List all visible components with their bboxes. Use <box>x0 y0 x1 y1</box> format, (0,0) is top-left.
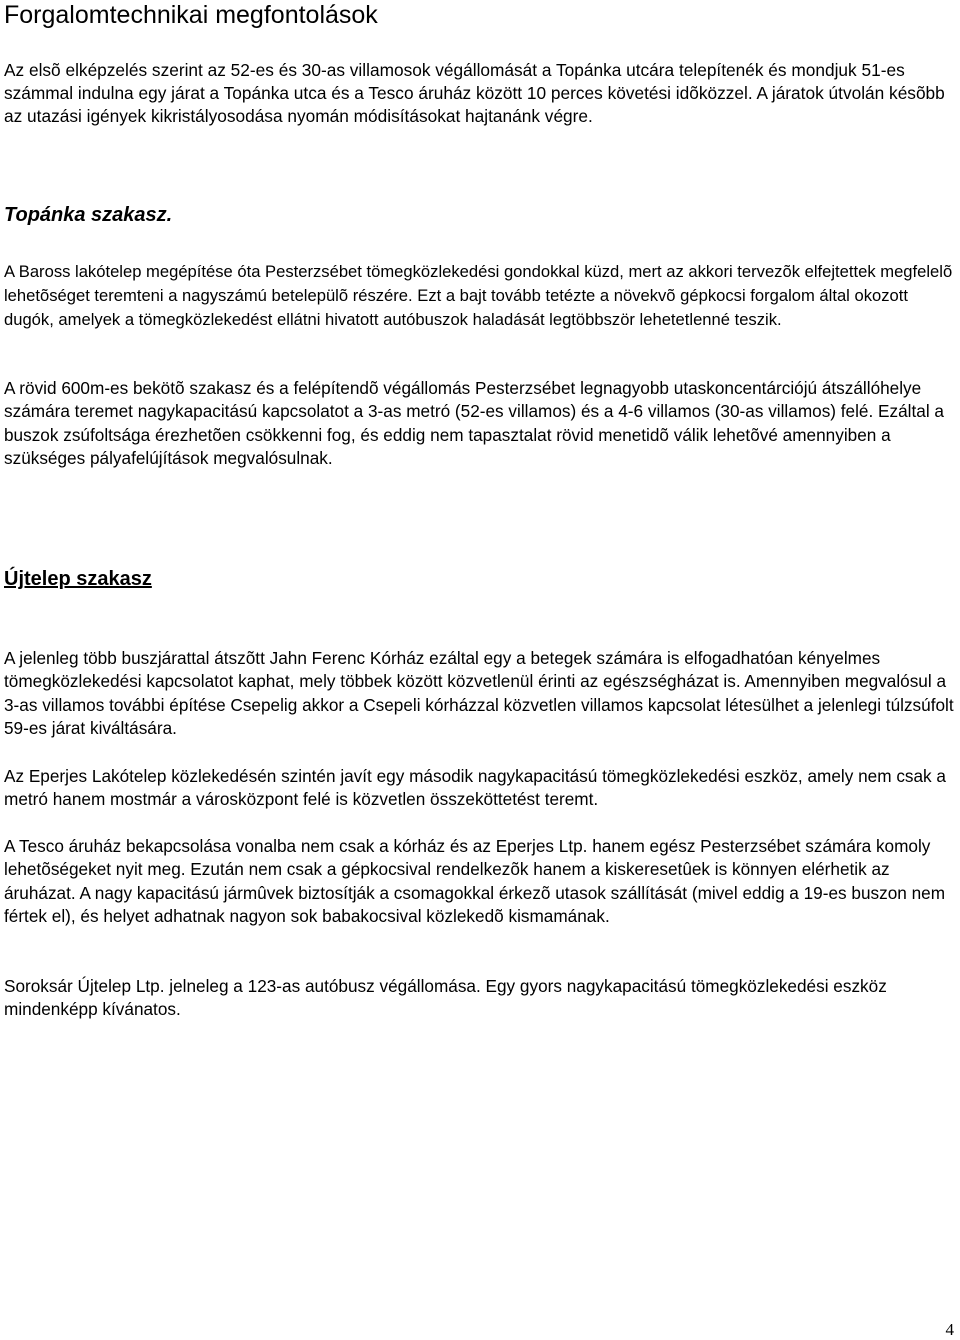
ujtelep-paragraph-1: A jelenleg több buszjárattal átszõtt Jahn Ferenc Kórház ezáltal egy a betegek számára is elfogadhatóan kényelmes tömegközlekedési kapcsolatot kaphat, mely többek között közvetlenül érinti az egészségházat is. Amennyiben megvalósul a 3-as villamos további építése Csepelig akkor a Csepeli kórházzal közvetlen villamos kapcsolat létesülhet a jelenlegi túlzsúfolt 59-es járat kiváltására. <box>4 648 954 739</box>
ujtelep-paragraph-4: Soroksár Újtelep Ltp. jelneleg a 123-as autóbusz végállomása. Egy gyors nagykapacitású tömegközlekedési eszköz mindenképp kívánatos. <box>4 976 887 1020</box>
ujtelep-paragraph-3: A Tesco áruház bekapcsolása vonalba nem csak a kórház és az Eperjes Ltp. hanem egész Pesterzsébet számára komoly lehetõségeket nyit meg. Ezután nem csak a gépkocsival rendelkezõk hanem a kiskeresetûek is könnyen elérhetik az áruházat. A nagy kapacitású jármûvek biztosítják a csomagokkal érkezõ utasok szállítását (mivel eddig a 19-es buszon nem fértek el), és helyet adhatnak nagyon sok babakocsival közlekedõ kismamának. <box>4 836 946 927</box>
section-heading-ujtelep: Újtelep szakasz <box>4 568 152 590</box>
topanka-paragraph-2: A rövid 600m-es bekötõ szakasz és a felépítendõ végállomás Pesterzsébet legnagyobb utaskoncentárciójú átszállóhelye számára teremet nagykapacitású kapcsolatot a 3-as metró (52-es villamos) és a 4-6 villamos (30-as villamos) felé. Ezáltal a buszok zsúfoltsága érezhetõen csökkenni fog, és eddig nem tapasztalat rövid menetidõ válik lehetõvé amennyiben a szükséges pályafelújítások megvalósulnak. <box>4 378 944 469</box>
intro-paragraph: Az elsõ elképzelés szerint az 52-es és 30-as villamosok végállomását a Topánka utcára telepítenék és mondjuk 51-es számmal indulna egy járat a Topánka utca és a Tesco áruház között 10 perces követési idõközzel. A járatok útvolán késõbb az utazási igények kikristályosodása nyomán módisításokat hajtanánk végre. <box>4 60 945 127</box>
ujtelep-paragraph-2: Az Eperjes Lakótelep közlekedésén szintén javít egy második nagykapacitású tömegközlekedési eszköz, amely nem csak a metró hanem mostmár a városközpont felé is közvetlen összeköttetést teremt. <box>4 766 946 810</box>
page-title: Forgalomtechnikai megfontolások <box>4 1 378 29</box>
topanka-paragraph-1: A Baross lakótelep megépítése óta Pesterzsébet tömegközlekedési gondokkal küzd, mert az akkori tervezõk elfejtettek megfelelõ lehetõséget teremteni a nagyszámú betelepülõ részére. Ezt a bajt tovább tetézte a növekvõ gépkocsi forgalom által okozott dugók, amelyek a tömegközlekedést ellátni hivatott autóbuszok haladását legtöbbször lehetetlenné teszik. <box>4 262 953 329</box>
section-heading-topanka: Topánka szakasz. <box>4 204 173 226</box>
page-number: 4 <box>945 1320 954 1339</box>
